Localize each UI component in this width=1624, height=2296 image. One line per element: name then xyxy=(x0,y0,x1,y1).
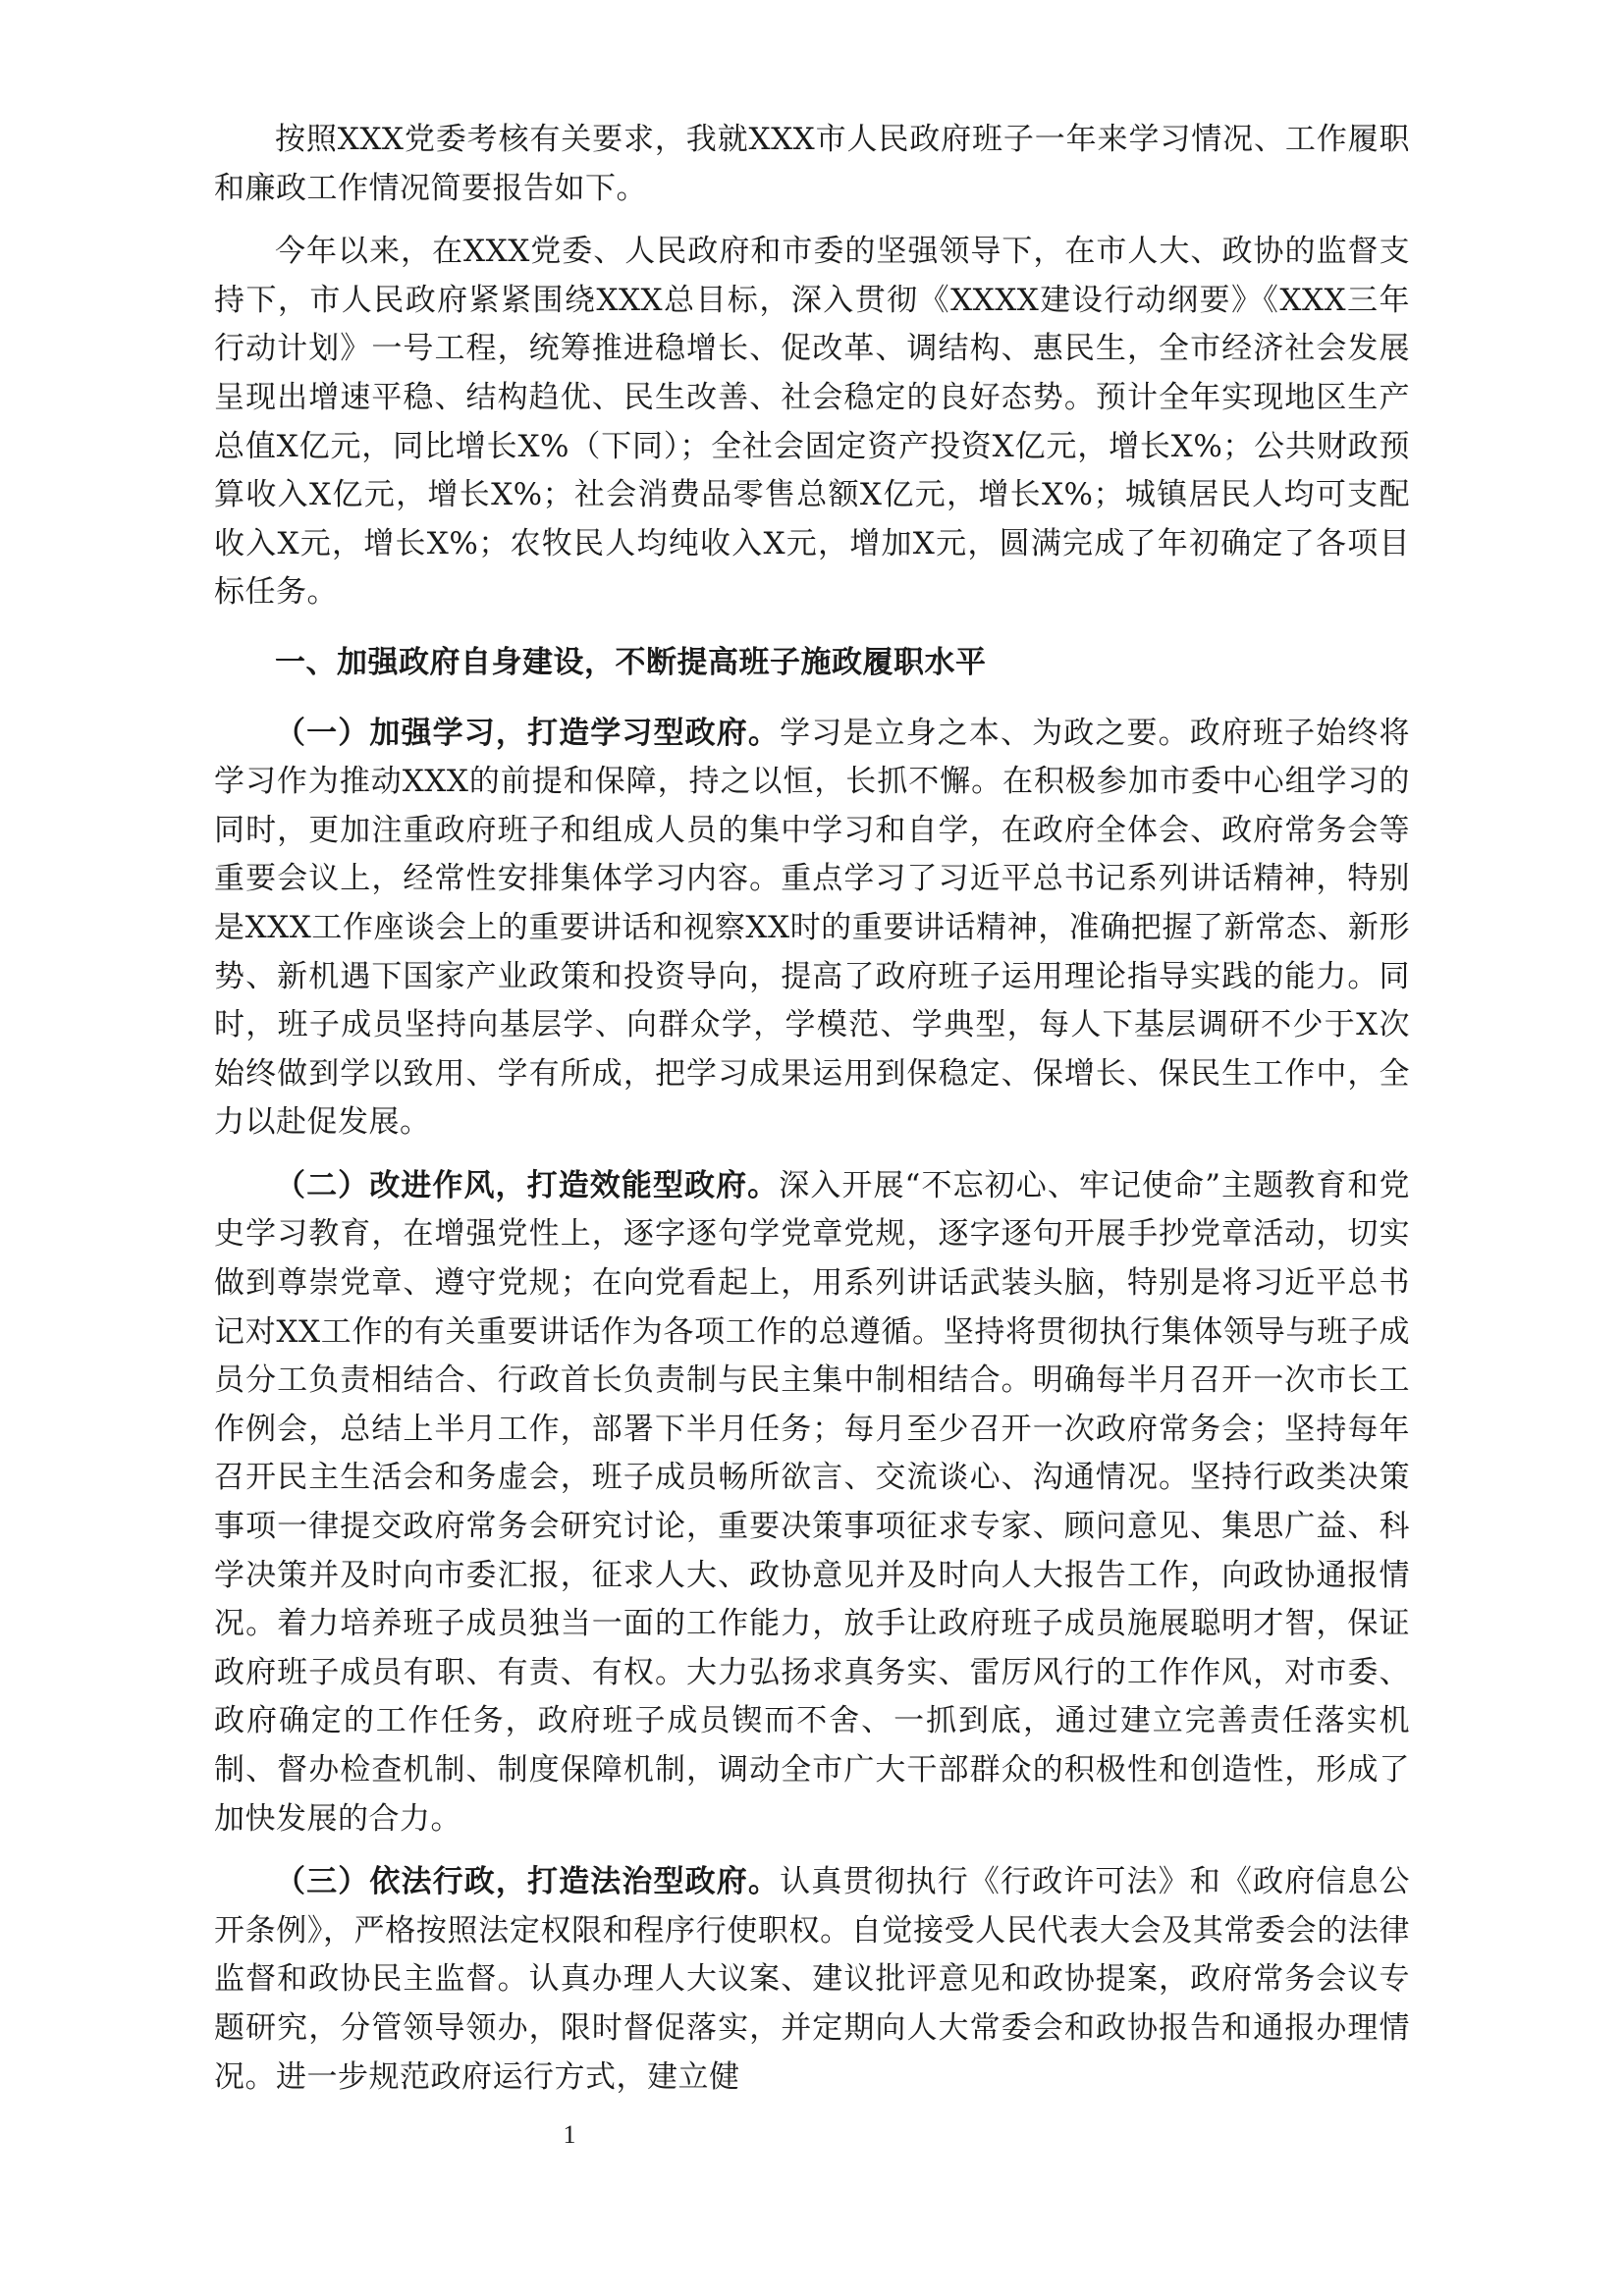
subsection-lead: （一）加强学习，打造学习型政府。 xyxy=(275,715,781,751)
page-number: 1 xyxy=(563,2120,576,2149)
paragraph-text: 认真贯彻执行《行政许可法》和《政府信息公开条例》，严格按照法定权限和程序行使职权。自觉接受人民代表大会及其常委会的法律监督和政协民主监督。认真办理人大议案、建议批评意见和政协提案，政府常务会议专题研究，分管领导领办，限时督促落实，并定期向人大常委会和政协报告和通报办理情况。进一步规范政府运行方式，建立健 xyxy=(214,1864,1411,2095)
subsection-paragraph-3 xyxy=(214,1858,1410,2102)
subsection-lead: （三）依法行政，打造法治型政府。 xyxy=(275,1864,781,1900)
paragraph-text: 深入开展“不忘初心、牢记使命”主题教育和党史学习教育，在增强党性上，逐字逐句学党章党规，逐字逐句开展手抄党章活动，切实做到尊崇党章、遵守党规；在向党看起上，用系列讲话武装头脑，特别是将习近平总书记对XX工作的有关重要讲话作为各项工作的总遵循。坚持将贯彻执行集体领导与班子成员分工负责相结合、行政首长负责制与民主集中制相结合。明确每半月召开一次市长工作例会，总结上半月工作，部署下半月任务；每月至少召开一次政府常务会；坚持每年召开民主生活会和务虚会，班子成员畅所欲言、交流谈心、沟通情况。坚持行政类决策事项一律提交政府常务会研究讨论，重要决策事项征求专家、顾问意见、集思广益、科学决策并及时向市委汇报，征求人大、政协意见并及时向人大报告工作，向政协通报情况。着力培养班子成员独当一面的工作能力，放手让政府班子成员施展聪明才智，保证政府班子成员有职、有责、有权。大力弘扬求真务实、雷厉风行的工作作风，对市委、政府确定的工作任务，政府班子成员锲而不舍、一抓到底，通过建立完善责任落实机制、督办检查机制、制度保障机制，调动全市广大干部群众的积极性和创造性，形成了加快发展的合力。 xyxy=(214,1167,1410,1837)
paragraph-text: 按照XXX党委考核有关要求，我就XXX市人民政府班子一年来学习情况、工作履职和廉政工作情况简要报告如下。 xyxy=(214,122,1410,206)
intro-paragraph xyxy=(214,116,1410,213)
subsection-paragraph-1 xyxy=(214,710,1410,1148)
paragraph-text: 学习是立身之本、为政之要。政府班子始终将学习作为推动XXX的前提和保障，持之以恒，长抓不懈。在积极参加市委中心组学习的同时，更加注重政府班子和组成人员的集中学习和自学，在政府全体会、政府常务会等重要会议上，经常性安排集体学习内容。重点学习了习近平总书记系列讲话精神，特别是XXX工作座谈会上的重要讲话和视察XX时的重要讲话精神，准确把握了新常态、新形势、新机遇下国家产业政策和投资导向，提高了政府班子运用理论指导实践的能力。同时，班子成员坚持向基层学、向群众学，学模范、学典型，每人下基层调研不少于X次始终做到学以致用、学有所成，把学习成果运用到保稳定、保增长、保民生工作中，全力以赴促发展。 xyxy=(214,715,1411,1141)
summary-paragraph xyxy=(214,228,1410,617)
subsection-paragraph-2 xyxy=(214,1162,1410,1843)
paragraph-text: 今年以来，在XXX党委、人民政府和市委的坚强领导下，在市人大、政协的监督支持下，市人民政府紧紧围绕XXX总目标，深入贯彻《XXXX建设行动纲要》《XXX三年行动计划》一号工程，统筹推进稳增长、促改革、调结构、惠民生，全市经济社会发展呈现出增速平稳、结构趋优、民生改善、社会稳定的良好态势。预计全年实现地区生产总值X亿元，同比增长X%（下同）；全社会固定资产投资X亿元，增长X%；公共财政预算收入X亿元，增长X%；社会消费品零售总额X亿元，增长X%；城镇居民人均可支配收入X元，增长X%；农牧民人均纯收入X元，增加X元，圆满完成了年初确定了各项目标任务。 xyxy=(214,234,1410,611)
subsection-lead: （二）改进作风，打造效能型政府。 xyxy=(275,1167,780,1203)
section-heading: 一、加强政府自身建设，不断提高班子施政履职水平 xyxy=(275,644,987,680)
document-page xyxy=(214,116,1410,2102)
